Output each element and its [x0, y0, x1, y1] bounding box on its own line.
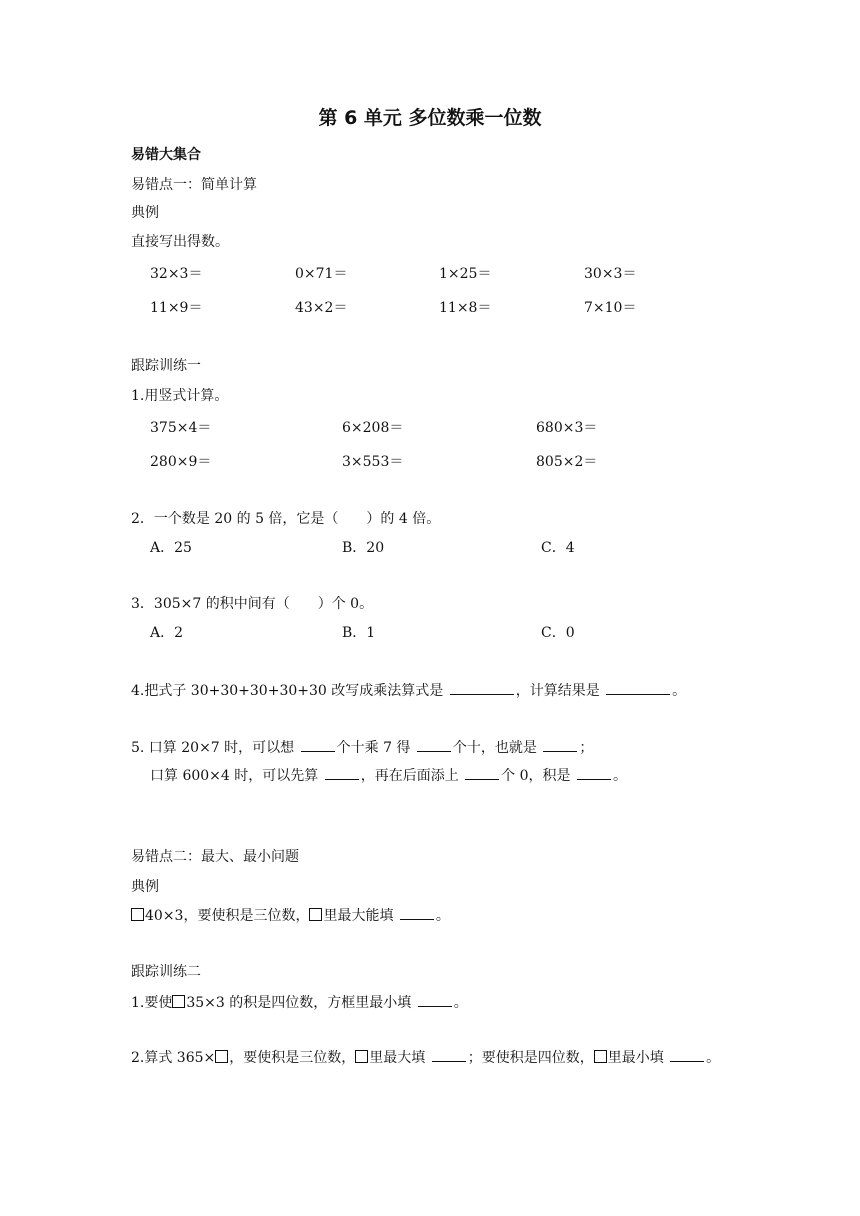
answer-blank[interactable] [543, 737, 577, 752]
vertical-calc-item: 280×9＝ [150, 454, 212, 470]
answer-blank[interactable] [577, 765, 611, 780]
calc-item: 32×3＝ [150, 266, 203, 282]
point2-example [131, 905, 450, 926]
q2-text: 2．一个数是 20 的 5 倍，它是（ ）的 4 倍。 [131, 511, 441, 527]
square-box-icon [131, 908, 144, 921]
q5-line-2 [150, 765, 627, 786]
t2-q2-text: ；要使积是四位数， [467, 1050, 594, 1066]
t2-q2-text: 里最小填 [607, 1050, 664, 1066]
q5-text: 个十乘 7 得 [336, 740, 411, 756]
calc-item: 30×3＝ [584, 266, 637, 282]
t2-q2-text: ，要使积是三位数， [229, 1050, 356, 1066]
answer-blank[interactable] [465, 765, 499, 780]
t2-q1-line [131, 992, 468, 1013]
training2-label: 跟踪训练二 [131, 964, 201, 980]
example-text: 40×3，要使积是三位数， [145, 908, 310, 924]
square-box-icon [215, 1050, 228, 1063]
calc-item: 11×8＝ [439, 300, 492, 316]
q4-text-c: 。 [672, 683, 687, 699]
example-text: 里最大能填 [323, 908, 394, 924]
answer-blank[interactable] [417, 737, 451, 752]
q4-line [131, 680, 686, 701]
square-box-icon [594, 1050, 607, 1063]
answer-blank[interactable] [301, 737, 335, 752]
q5-text: 。 [612, 768, 627, 784]
answer-blank[interactable] [325, 765, 359, 780]
square-box-icon [355, 1050, 368, 1063]
example-text: 。 [435, 908, 450, 924]
q5-line-1 [131, 737, 593, 758]
q1-text: 1.用竖式计算。 [131, 388, 229, 404]
answer-blank[interactable] [450, 680, 514, 695]
q5-text: ； [579, 740, 594, 756]
t2-q2-text: 。 [706, 1050, 721, 1066]
q5-text: ，再在后面添上 [360, 768, 459, 784]
answer-blank[interactable] [418, 992, 452, 1007]
q2-option-a: A．25 [150, 540, 192, 556]
q3-option-c: C．0 [541, 625, 575, 641]
t2-q2-text: 2.算式 365× [131, 1050, 216, 1066]
point2-example-label: 典例 [131, 879, 159, 895]
page-title: 第 6 单元 多位数乘一位数 [318, 107, 542, 129]
t2-q2-line [131, 1047, 720, 1068]
answer-blank[interactable] [606, 680, 670, 695]
calc-item: 7×10＝ [584, 300, 637, 316]
answer-blank[interactable] [670, 1047, 704, 1062]
q5-text: 口算 600×4 时，可以先算 [150, 768, 319, 784]
q3-text: 3．305×7 的积中间有（ ）个 0。 [131, 596, 374, 612]
q5-text: 个 0，积是 [501, 768, 571, 784]
calc-item: 0×71＝ [295, 266, 348, 282]
q5-text: 个十，也就是 [452, 740, 537, 756]
point2-heading: 易错点二：最大、最小问题 [131, 849, 299, 865]
answer-blank[interactable] [432, 1047, 466, 1062]
t2-q1-text: 35×3 的积是四位数，方框里最小填 [186, 995, 412, 1011]
q5-text: 5. 口算 20×7 时，可以想 [131, 740, 295, 756]
q4-text-b: ，计算结果是 [515, 683, 600, 699]
calc-item: 1×25＝ [439, 266, 492, 282]
t2-q2-text: 里最大填 [369, 1050, 426, 1066]
vertical-calc-item: 375×4＝ [150, 420, 212, 436]
q2-option-c: C．4 [541, 540, 575, 556]
square-box-icon [309, 908, 322, 921]
vertical-calc-item: 680×3＝ [536, 420, 598, 436]
calc-item: 43×2＝ [295, 300, 348, 316]
training1-label: 跟踪训练一 [131, 358, 201, 374]
t2-q1-text: 1.要使 [131, 995, 173, 1011]
vertical-calc-item: 6×208＝ [342, 420, 404, 436]
square-box-icon [172, 995, 185, 1008]
vertical-calc-item: 3×553＝ [342, 454, 404, 470]
q4-text-a: 4.把式子 30+30+30+30+30 改写成乘法算式是 [131, 683, 444, 699]
answer-blank[interactable] [400, 905, 434, 920]
point1-instruction: 直接写出得数。 [131, 234, 229, 250]
q3-option-a: A．2 [150, 625, 184, 641]
vertical-calc-item: 805×2＝ [536, 454, 598, 470]
point1-example-label: 典例 [131, 205, 159, 221]
calc-item: 11×9＝ [150, 300, 203, 316]
point1-heading: 易错点一：简单计算 [131, 177, 257, 193]
section-heading: 易错大集合 [131, 147, 201, 163]
q2-option-b: B．20 [342, 540, 385, 556]
q3-option-b: B．1 [342, 625, 376, 641]
t2-q1-text: 。 [453, 995, 468, 1011]
